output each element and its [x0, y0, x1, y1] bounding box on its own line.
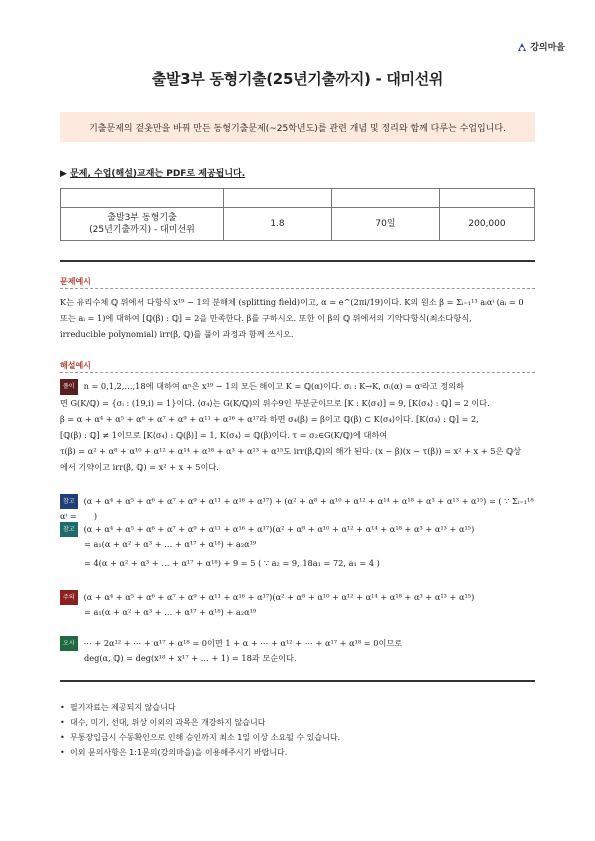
solution-step2	[60, 494, 535, 524]
notes-list	[60, 700, 535, 760]
solution-section-line	[60, 372, 535, 373]
equation-line: = 4(α + α² + α³ + … + α¹⁷ + α¹⁸) + 9 = 5 ( ∵ a₂ = 9, 18a₁ = 72, a₁ = 4 )	[84, 558, 380, 568]
table-row	[61, 208, 535, 241]
list-item: • 대수, 미기, 선대, 위상 이외의 과목은 개강하지 않습니다	[60, 715, 535, 730]
problem-line: irreducible polynomial) irr(β, ℚ)를 풀이 과정과 함께 쓰시오.	[60, 329, 294, 339]
bullet-icon: •	[60, 718, 65, 727]
header-cell	[440, 189, 535, 208]
solution-line: 면 G(K/ℚ) = {σᵢ : (19,i) = 1}이다. ⟨σ₄⟩는 G(K/ℚ)의 위수9인 부분군이므로 [K : K⟨σ₄⟩] = 9, [K⟨σ₄⟩ : ℚ] = 2 이다.	[60, 398, 490, 408]
solution-line: [ℚ(β) : ℚ] ≠ 1이므로 [K⟨σ₄⟩ : ℚ(β)] = 1, K⟨σ₄⟩ = ℚ(β)이다. τ = σ₂∈G(K/ℚ)에 대하여	[60, 430, 388, 440]
table-header-row	[61, 189, 535, 208]
header-cell	[224, 189, 332, 208]
problem-line: K는 유리수체 ℚ 위에서 다항식 x¹⁹ − 1의 분해체 (splitting field)이고, α = e^(2πi/19)이다. K의 원소 β = Σᵢ₌₁¹³ aᵢαⁱ (aᵢ = 0	[60, 297, 524, 307]
equation-line: deg(α, ℚ) = deg(x¹⁸ + x¹⁷ + … + 1) = 18과 모순이다.	[84, 653, 297, 663]
solution-line: β = α + α⁴ + α⁵ + α⁶ + α⁷ + α⁹ + α¹¹ + α¹⁶ + α¹⁷라 하면 σ₄(β) = β이고 ℚ(β) ⊂ K⟨σ₄⟩이다. [K⟨σ₄⟩ : ℚ] = 2,	[60, 414, 479, 424]
equation-line: (α + α⁴ + α⁵ + α⁶ + α⁷ + α⁹ + α¹¹ + α¹⁶ + α¹⁷)(α² + α⁸ + α¹⁰ + α¹² + α¹⁴ + α¹⁸ + α³ + α¹³ + α¹⁵)	[83, 592, 475, 602]
header-cell	[61, 189, 224, 208]
intro-banner	[60, 112, 535, 142]
solution-section-label: 해설예시	[60, 361, 91, 370]
equation-line: = a₁(α + α² + α³ + … + α¹⁷ + α¹⁸) + a₂α¹⁹	[84, 539, 257, 549]
solution-step4	[60, 590, 535, 620]
solution-line: 에서 기약이고 irr(β, ℚ) = x² + x + 5이다.	[60, 462, 219, 472]
bullet-icon: •	[60, 733, 65, 742]
bullet-icon: •	[60, 703, 65, 712]
course-price-cell: 200,000	[440, 208, 535, 241]
intro-text: 기출문제의 겉옷만을 바꿔 만든 동형기출문제(~25학년도)를 관련 개념 및 정리와 함께 다루는 수업입니다.	[89, 123, 506, 134]
solution-line: τ(β) = α² + α⁸ + α¹⁰ + α¹² + α¹⁴ + α¹⁸ + α³ + α¹³ + α¹⁵도 irr(β,ℚ)의 해가 된다. (x − β)(x − τ(β)) = x² + x + 5은 ℚ상	[60, 446, 522, 456]
step-badge: 참고	[60, 522, 78, 537]
logo-text: 강의마을	[530, 43, 565, 53]
course-table	[60, 188, 535, 241]
list-item: • 무통장입금시 수동확인으로 인해 승인까지 최소 1일 이상 소요될 수 있습니다.	[60, 730, 535, 745]
course-name-line2: (25년기출까지) - 대미선위	[89, 225, 195, 235]
course-name-line1: 출발3부 동형기출	[107, 213, 177, 223]
list-item: • 이외 문의사항은 1:1문의(강의마을)을 이용해주시기 바랍니다.	[60, 745, 535, 760]
solution-line: 풀이 n = 0,1,2,…,18에 대하여 αⁿ은 x¹⁹ − 1의 모든 해이고 K = ℚ(α)이다. σᵢ : K→K, σᵢ(α) = αⁱ라고 정의하	[60, 378, 535, 395]
logo-icon	[516, 41, 528, 53]
equation-line: ⋯ + 2α¹² + ⋯ + α¹⁷ + α¹⁸ = 0이면 1 + α + ⋯ + α¹² + ⋯ + α¹⁷ + α¹⁸ = 0이므로	[83, 638, 403, 648]
problem-text	[60, 294, 535, 342]
course-name-cell	[61, 208, 224, 241]
divider-bottom	[60, 680, 535, 682]
divider-top	[60, 260, 535, 262]
list-item: • 필기자료는 제공되지 않습니다	[60, 700, 535, 715]
notice-arrow: ▶	[60, 169, 71, 179]
problem-section-line	[60, 288, 535, 289]
step-badge: 오시	[60, 636, 78, 651]
notice-text: 문제, 수업(해설)교재는 PDF로 제공됩니다.	[70, 169, 246, 179]
bullet-icon: •	[60, 748, 65, 757]
pdf-notice	[60, 166, 245, 179]
equation-line: (α + α⁴ + α⁵ + α⁶ + α⁷ + α⁹ + α¹¹ + α¹⁶ + α¹⁷)(α² + α⁸ + α¹⁰ + α¹² + α¹⁴ + α¹⁸ + α³ + α¹³ + α¹⁵)	[83, 524, 475, 534]
solution-step1	[60, 378, 535, 475]
header-cell	[332, 189, 440, 208]
problem-line: 또는 aᵢ = 1)에 대하여 [ℚ(β) : ℚ] = 2을 만족한다. β를 구하시오. 또한 이 β의 ℚ 위에서의 기약다항식(최소다항식,	[60, 313, 472, 323]
equation-line: = a₁(α + α² + α³ + … + α¹⁷ + α¹⁸) + a₂α¹⁹	[84, 607, 257, 617]
page-title: 출발3부 동형기출(25년기출까지) - 대미선위	[151, 70, 444, 88]
problem-section-label: 문제예시	[60, 277, 91, 286]
step-badge: 풀이	[60, 379, 78, 395]
equation-line: (α + α⁴ + α⁵ + α⁶ + α⁷ + α⁹ + α¹¹ + α¹⁶ + α¹⁷) + (α² + α⁸ + α¹⁰ + α¹² + α¹⁴ + α¹⁸ + α³ + α¹³ + α¹⁵) = ( ∵ Σᵢ₌₁¹⁸ αⁱ = ⠀⠀ )	[60, 496, 534, 521]
solution-step5	[60, 636, 535, 666]
solution-step3	[60, 522, 535, 571]
step-badge: 주의	[60, 590, 78, 605]
course-period-cell: 70일	[332, 208, 440, 241]
brand-logo	[516, 40, 565, 53]
course-credit-cell: 1.8	[224, 208, 332, 241]
step-badge: 참고	[60, 494, 78, 509]
